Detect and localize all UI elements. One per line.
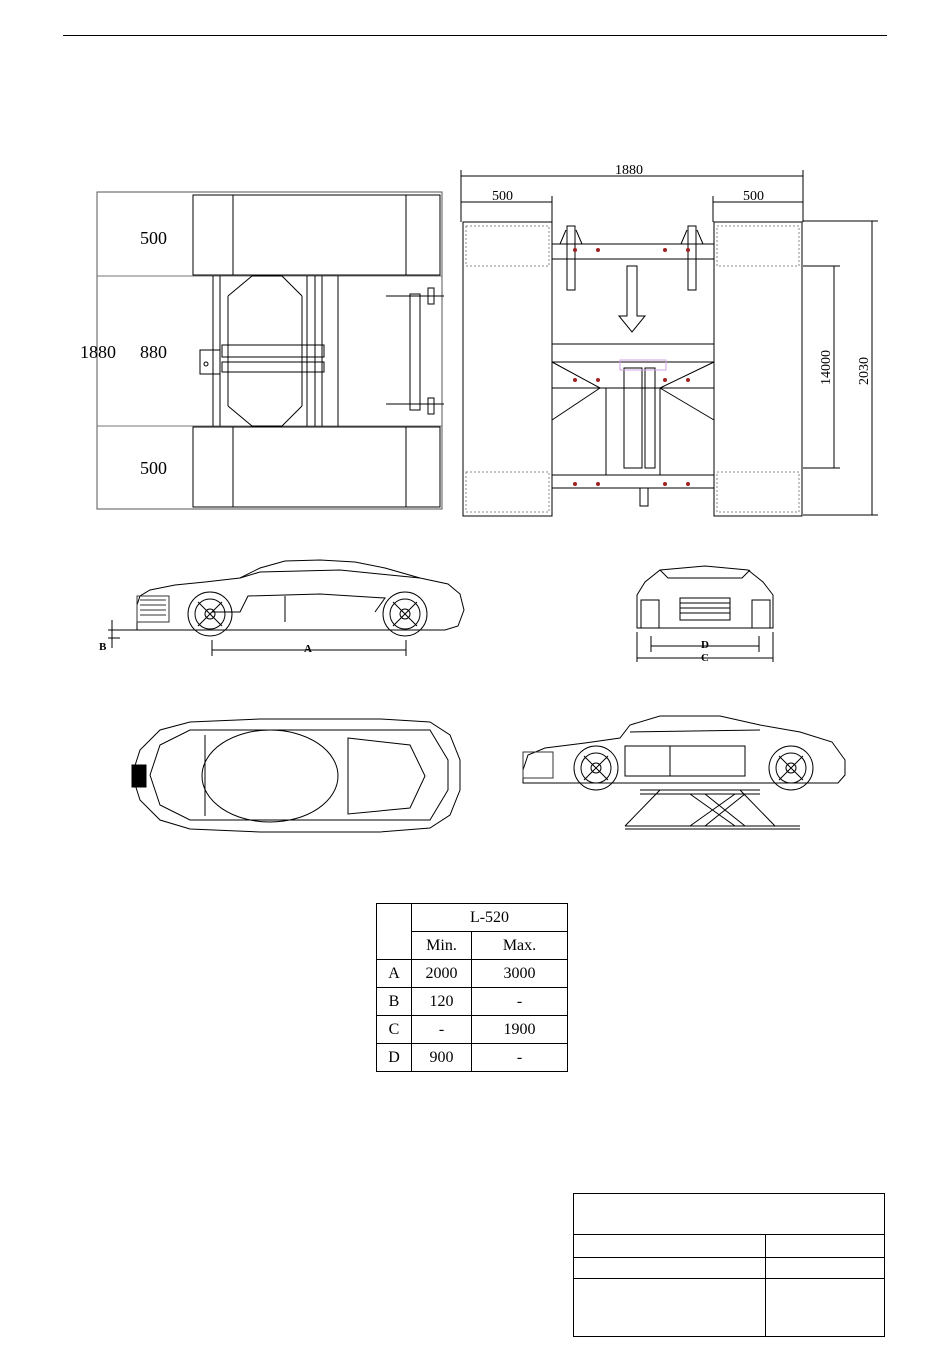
row-min: 900 (412, 1044, 472, 1072)
row-key: D (377, 1044, 412, 1072)
table-row (377, 1044, 568, 1072)
overall-width-label: 1880 (615, 163, 643, 178)
table-row (377, 988, 568, 1016)
row-key: B (377, 988, 412, 1016)
row-max: - (472, 988, 568, 1016)
dim-c-label: C (701, 652, 709, 664)
gap-label: 880 (140, 342, 167, 362)
car-top-view (132, 719, 460, 832)
row-min: 120 (412, 988, 472, 1016)
corner-cell (377, 904, 412, 960)
car-side-view (108, 560, 464, 656)
car-on-lift-view (523, 716, 845, 829)
pad-left-label: 500 (492, 189, 513, 204)
row-max: - (472, 1044, 568, 1072)
title-block-divider (574, 1257, 884, 1258)
row-max: 1900 (472, 1016, 568, 1044)
overall-length-label: 2030 (857, 357, 872, 385)
max-header: Max. (472, 932, 568, 960)
dim-b-label: B (99, 641, 107, 653)
right-plan-bolts (573, 248, 690, 486)
min-header: Min. (412, 932, 472, 960)
title-block-divider (574, 1278, 884, 1279)
pad1-label: 500 (140, 228, 167, 248)
title-block-divider (574, 1234, 884, 1235)
model-header: L-520 (412, 904, 568, 932)
inner-length-label: 14000 (819, 350, 834, 385)
row-max: 3000 (472, 960, 568, 988)
row-key: C (377, 1016, 412, 1044)
dim-a-label: A (304, 643, 312, 655)
spec-table (376, 903, 568, 1072)
title-block-divider (765, 1234, 766, 1336)
width-label: 1880 (80, 342, 116, 362)
dim-d-label: D (701, 639, 709, 651)
row-min: - (412, 1016, 472, 1044)
table-row (377, 1016, 568, 1044)
right-plan-view (461, 170, 878, 516)
pad2-label: 500 (140, 458, 167, 478)
table-row (377, 960, 568, 988)
pad-right-label: 500 (743, 189, 764, 204)
title-block (573, 1193, 885, 1337)
row-key: A (377, 960, 412, 988)
row-min: 2000 (412, 960, 472, 988)
